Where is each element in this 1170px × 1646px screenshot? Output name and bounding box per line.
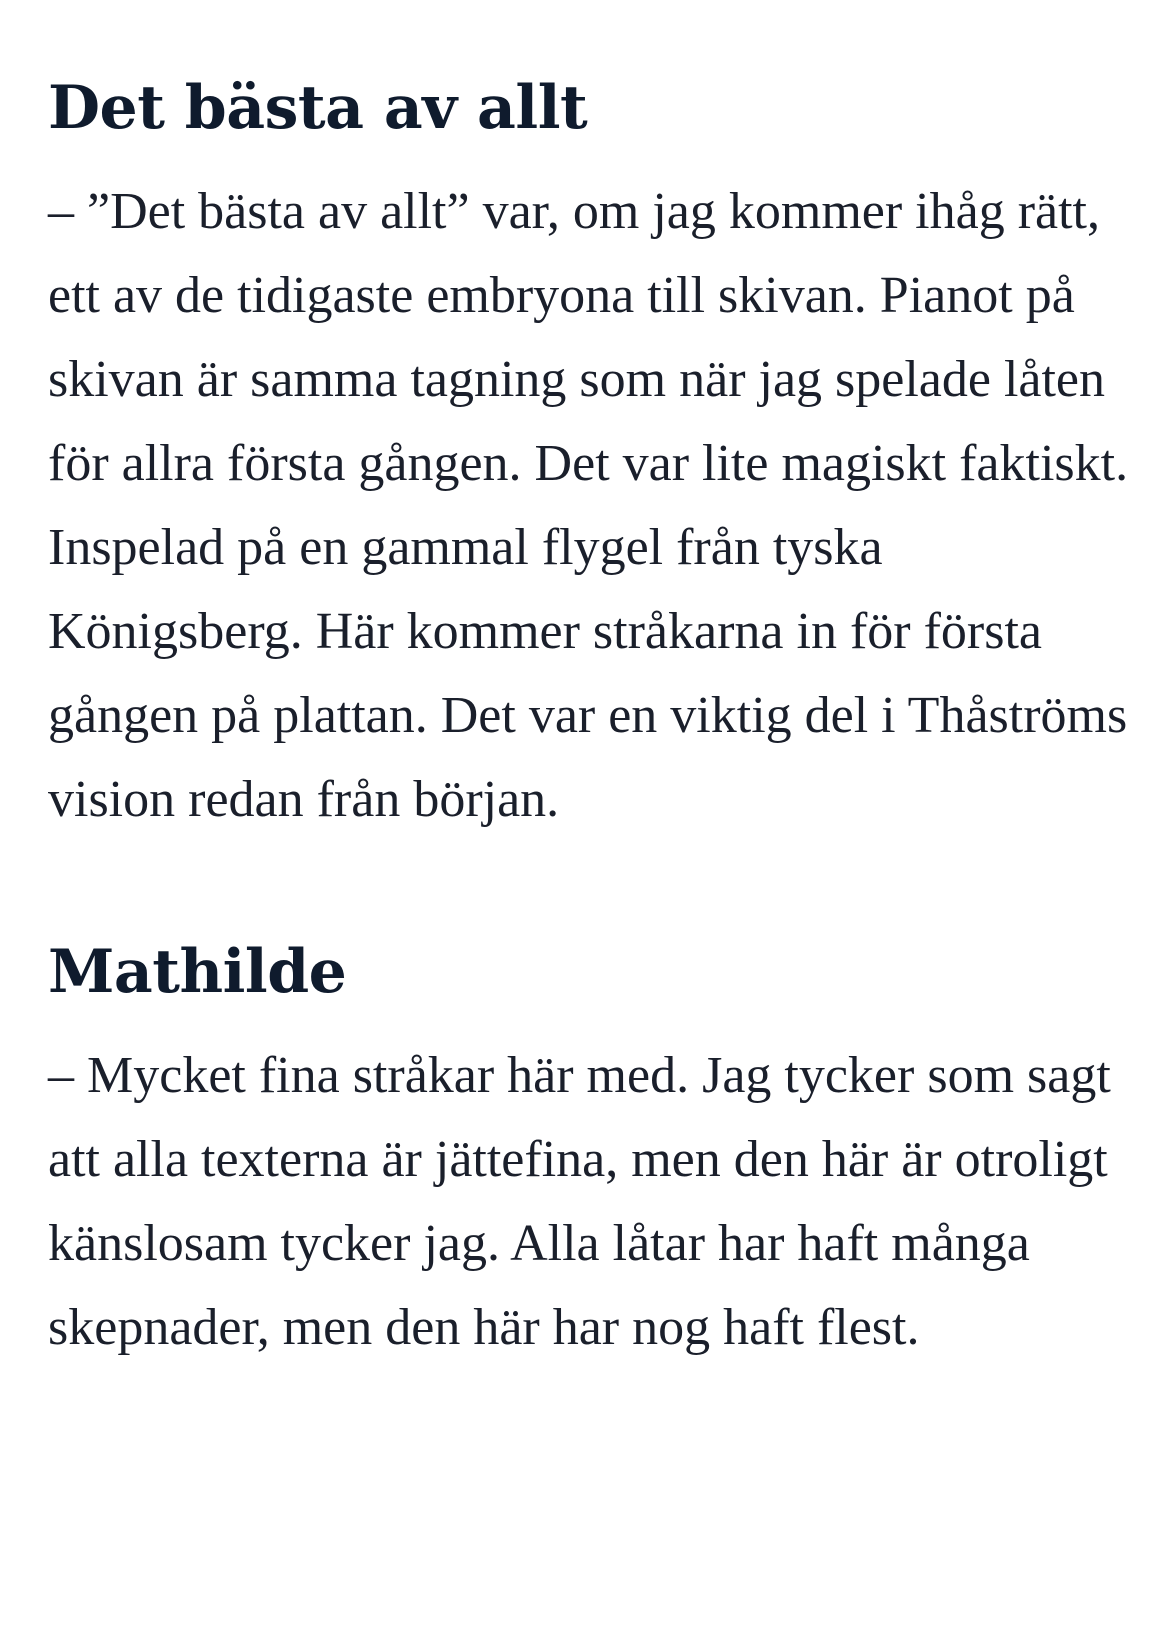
section-heading: Mathilde <box>48 937 347 1007</box>
section-det-basta-av-allt <box>48 72 1138 842</box>
section-paragraph: – ”Det bästa av allt” var, om jag kommer ihåg rätt, ett av de tidigaste embryona till skivan. Pianot på skivan är samma tagning som när jag spelade låten för allra första gången. Det var lite magiskt faktiskt. Inspelad på en gammal flygel från tyska Königsberg. Här kommer stråkarna in för första gången på plattan. Det var en viktig del i Thåströms vision redan från början. <box>48 183 1129 828</box>
section-mathilde <box>48 936 1138 1370</box>
section-paragraph: – Mycket fina stråkar här med. Jag tycker som sagt att alla texterna är jättefina, men den här är otroligt känslosam tycker jag. Alla låtar har haft många skepnader, men den här har nog haft flest. <box>48 1047 1111 1356</box>
article-content <box>48 72 1138 1370</box>
section-heading: Det bästa av allt <box>48 73 588 143</box>
